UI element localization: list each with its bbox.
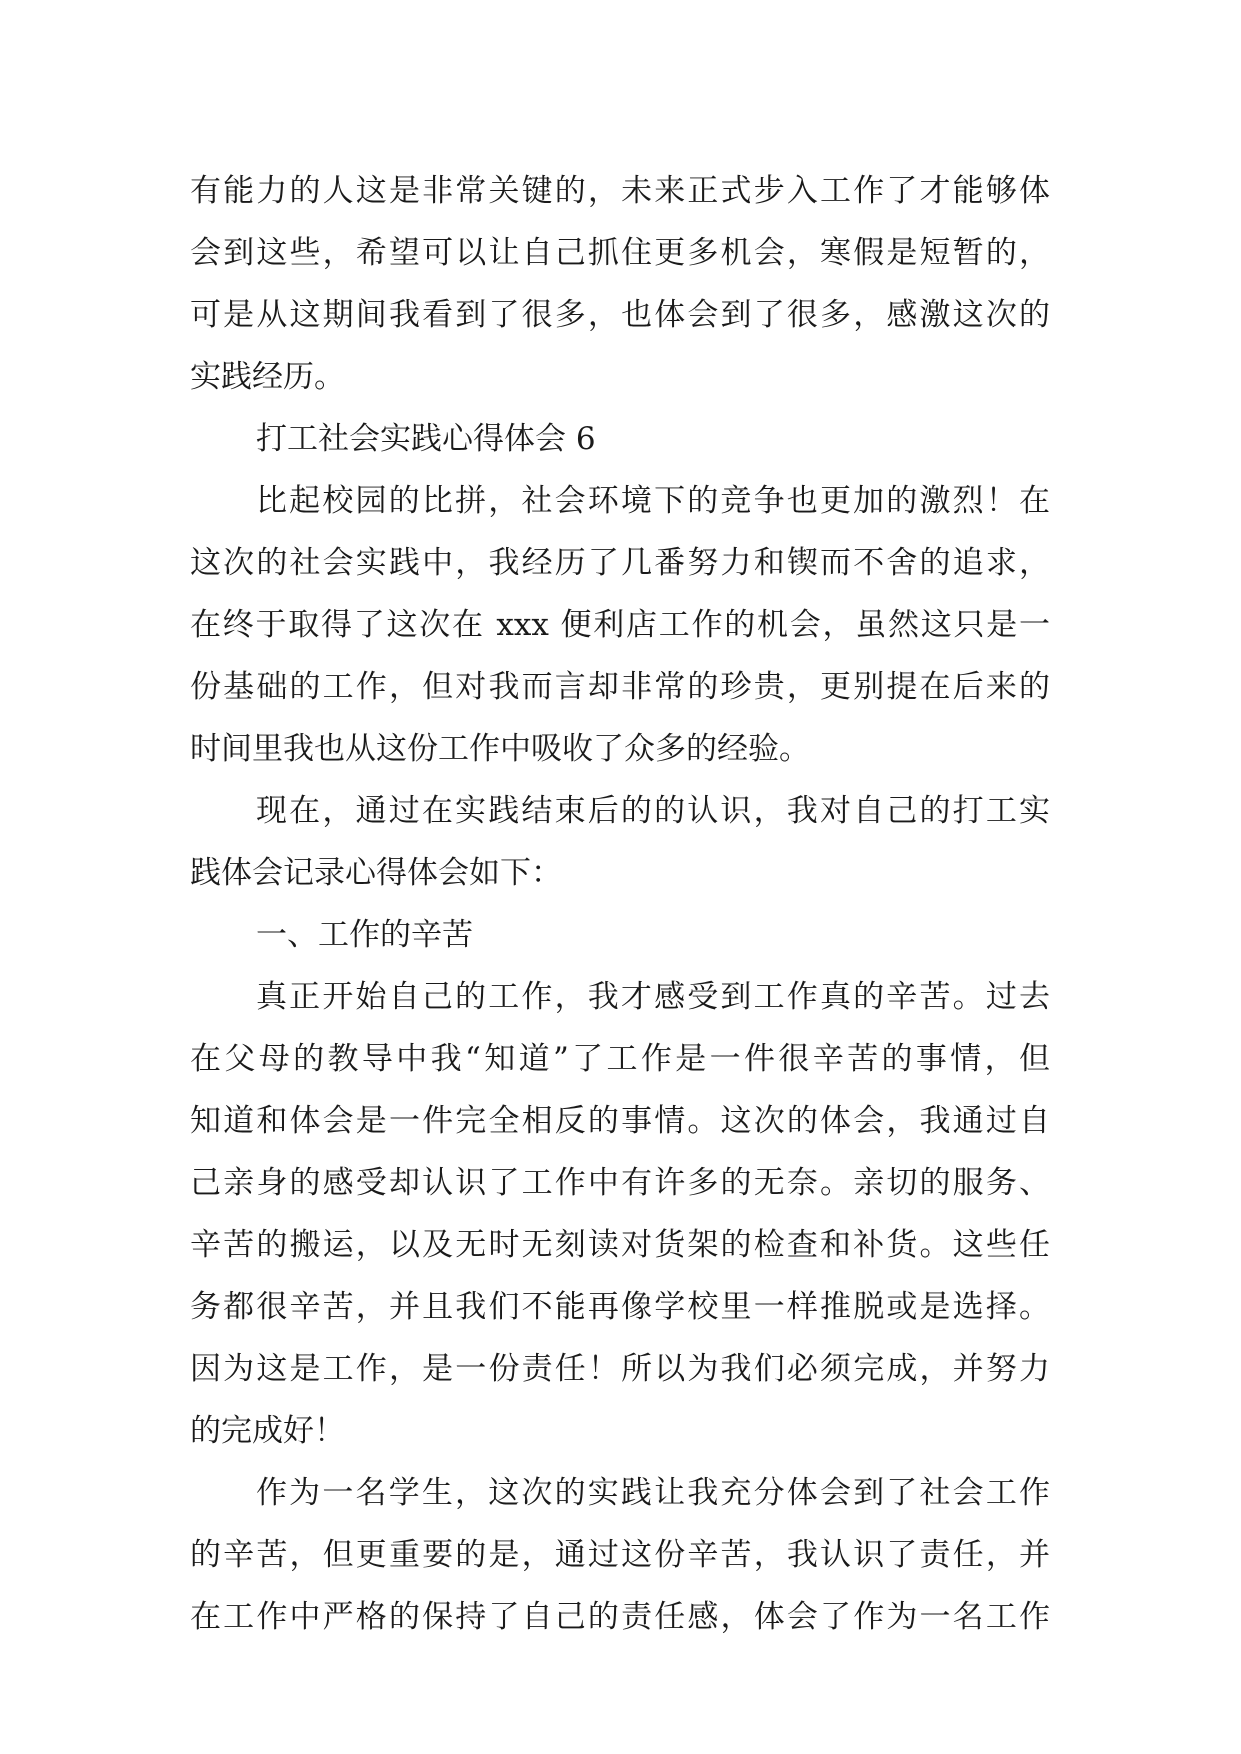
text-line: 份基础的工作，但对我而言却非常的珍贵，更别提在后来的 xyxy=(190,669,1050,705)
text-line: 践体会记录心得体会如下： xyxy=(190,855,562,891)
text-line: 可是从这期间我看到了很多，也体会到了很多，感激这次的 xyxy=(190,297,1050,333)
text-line: 时间里我也从这份工作中吸收了众多的经验。 xyxy=(190,731,810,767)
text-line: 己亲身的感受却认识了工作中有许多的无奈。亲切的服务、 xyxy=(190,1165,1050,1201)
subsection-heading: 一、工作的辛苦 xyxy=(256,917,473,953)
text-line: 在终于取得了这次在 xxx 便利店工作的机会，虽然这只是一 xyxy=(190,607,1050,643)
text-line: 在父母的教导中我“知道”了工作是一件很辛苦的事情，但 xyxy=(190,1041,1050,1077)
section-heading: 打工社会实践心得体会 6 xyxy=(256,421,596,457)
text-line: 因为这是工作，是一份责任！所以为我们必须完成，并努力 xyxy=(190,1351,1050,1387)
text-line: 在工作中严格的保持了自己的责任感，体会了作为一名工作 xyxy=(190,1599,1050,1635)
text-line: 这次的社会实践中，我经历了几番努力和锲而不舍的追求， xyxy=(190,545,1050,581)
text-line: 现在，通过在实践结束后的的认识，我对自己的打工实 xyxy=(256,793,1050,829)
text-line: 有能力的人这是非常关键的，未来正式步入工作了才能够体 xyxy=(190,173,1050,209)
text-line: 的完成好！ xyxy=(190,1413,345,1449)
text-line: 辛苦的搬运，以及无时无刻读对货架的检查和补货。这些任 xyxy=(190,1227,1050,1263)
text-line: 知道和体会是一件完全相反的事情。这次的体会，我通过自 xyxy=(190,1103,1050,1139)
document-body xyxy=(190,160,1050,1648)
text-line: 的辛苦，但更重要的是，通过这份辛苦，我认识了责任，并 xyxy=(190,1537,1050,1573)
text-line: 作为一名学生，这次的实践让我充分体会到了社会工作 xyxy=(256,1475,1050,1511)
text-line: 实践经历。 xyxy=(190,359,345,395)
text-line: 会到这些，希望可以让自己抓住更多机会，寒假是短暂的， xyxy=(190,235,1050,271)
text-line: 比起校园的比拼，社会环境下的竞争也更加的激烈！在 xyxy=(256,483,1050,519)
text-line: 务都很辛苦，并且我们不能再像学校里一样推脱或是选择。 xyxy=(190,1289,1050,1325)
text-line: 真正开始自己的工作，我才感受到工作真的辛苦。过去 xyxy=(256,979,1050,1015)
